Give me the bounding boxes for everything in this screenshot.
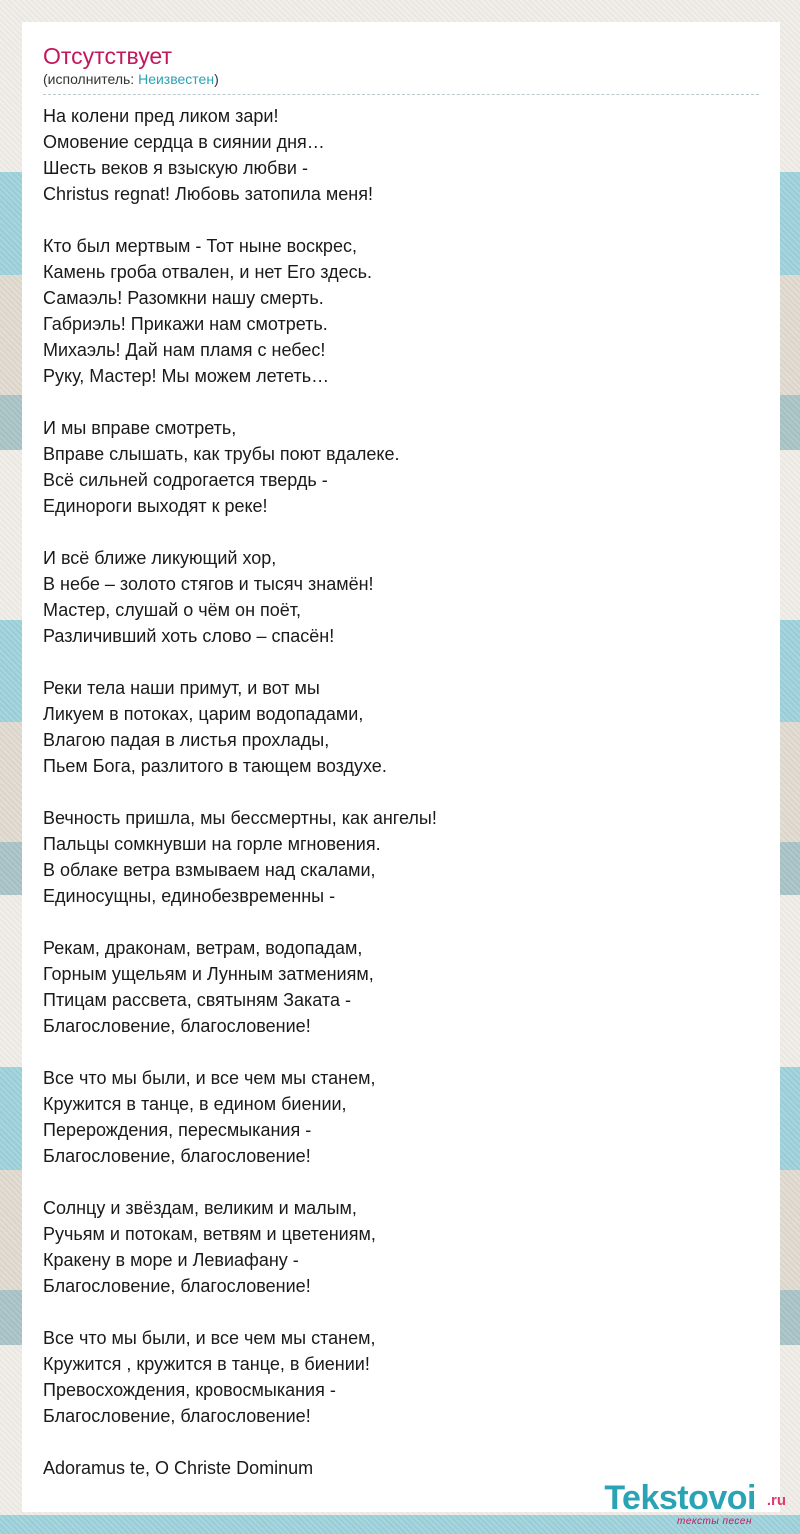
lyric-line: Благословение, благословение! [43, 1016, 311, 1036]
lyric-line: Благословение, благословение! [43, 1406, 311, 1426]
lyric-line: Пьем Бога, разлитого в тающем воздухе. [43, 756, 387, 776]
lyric-line: Шесть веков я взыскую любви - [43, 158, 308, 178]
lyric-line: Солнцу и звёздам, великим и малым, [43, 1198, 357, 1218]
stanza [43, 935, 759, 1039]
lyric-line: В облаке ветра взмываем над скалами, [43, 860, 376, 880]
lyric-line: Все что мы были, и все чем мы станем, [43, 1068, 376, 1088]
lyric-line: Превосхождения, кровосмыкания - [43, 1380, 336, 1400]
lyric-line: Камень гроба отвален, и нет Его здесь. [43, 262, 372, 282]
lyric-line: Самаэль! Разомкни нашу смерть. [43, 288, 324, 308]
lyric-line: Птицам рассвета, святыням Заката - [43, 990, 351, 1010]
stanza [43, 675, 759, 779]
lyric-line: Руку, Мастер! Мы можем лететь… [43, 366, 330, 386]
lyric-line: Все что мы были, и все чем мы станем, [43, 1328, 376, 1348]
lyric-line: Благословение, благословение! [43, 1276, 311, 1296]
artist-suffix: ) [214, 71, 219, 87]
lyric-line: Рекам, драконам, ветрам, водопадам, [43, 938, 363, 958]
lyric-line: Михаэль! Дай нам пламя с небес! [43, 340, 326, 360]
stanza [43, 545, 759, 649]
lyric-line: На колени пред ликом зари! [43, 106, 279, 126]
lyric-line: Кружится в танце, в едином биении, [43, 1094, 347, 1114]
lyric-line: Благословение, благословение! [43, 1146, 311, 1166]
lyric-line: Ручьям и потокам, ветвям и цветениям, [43, 1224, 376, 1244]
stanza [43, 1195, 759, 1299]
lyric-line: Кружится , кружится в танце, в биении! [43, 1354, 370, 1374]
stanza [43, 415, 759, 519]
stanza [43, 103, 759, 207]
lyric-line: Различивший хоть слово – спасён! [43, 626, 335, 646]
lyric-line: Единосущны, единобезвременны - [43, 886, 336, 906]
lyric-line: Габриэль! Прикажи нам смотреть. [43, 314, 328, 334]
stanza [43, 805, 759, 909]
logo-tagline: тексты песен [677, 1516, 752, 1527]
lyric-line: Кто был мертвым - Тот ныне воскрес, [43, 236, 357, 256]
logo-name: Tekstovoi [604, 1479, 756, 1517]
artist-link[interactable]: Неизвестен [138, 71, 215, 87]
artist-prefix: (исполнитель: [43, 71, 139, 87]
song-title: Отсутствует [43, 43, 172, 69]
lyric-line: Омовение сердца в сиянии дня… [43, 132, 325, 152]
lyric-line: В небе – золото стягов и тысяч знамён! [43, 574, 374, 594]
lyric-line: Перерождения, пересмыкания - [43, 1120, 312, 1140]
lyric-line: Всё сильней содрогается твердь - [43, 470, 328, 490]
stanza [43, 1065, 759, 1169]
stanza [43, 233, 759, 389]
lyric-line: Реки тела наши примут, и вот мы [43, 678, 320, 698]
stanza [43, 1325, 759, 1429]
lyric-line: Вправе слышать, как трубы поют вдалеке. [43, 444, 400, 464]
lyric-line: Adoramus te, O Christe Dominum [43, 1458, 314, 1478]
lyrics-body [43, 103, 759, 1481]
artist-line [43, 70, 759, 95]
lyric-line: Горным ущельям и Лунным затмениям, [43, 964, 374, 984]
lyric-line: И мы вправе смотреть, [43, 418, 237, 438]
lyric-line: Влагою падая в листья прохлады, [43, 730, 330, 750]
lyric-line: Ликуем в потоках, царим водопадами, [43, 704, 364, 724]
lyric-line: Кракену в море и Левиафану - [43, 1250, 299, 1270]
lyric-line: Вечность пришла, мы бессмертны, как ангелы! [43, 808, 437, 828]
lyric-line: Christus regnat! Любовь затопила меня! [43, 184, 373, 204]
lyric-line: И всё ближе ликующий хор, [43, 548, 277, 568]
lyric-line: Пальцы сомкнувши на горле мгновения. [43, 834, 381, 854]
site-logo[interactable] [582, 1478, 792, 1526]
lyrics-card [22, 22, 780, 1512]
logo-tld: .ru [766, 1492, 786, 1509]
lyric-line: Единороги выходят к реке! [43, 496, 268, 516]
lyric-line: Мастер, слушай о чём он поёт, [43, 600, 302, 620]
